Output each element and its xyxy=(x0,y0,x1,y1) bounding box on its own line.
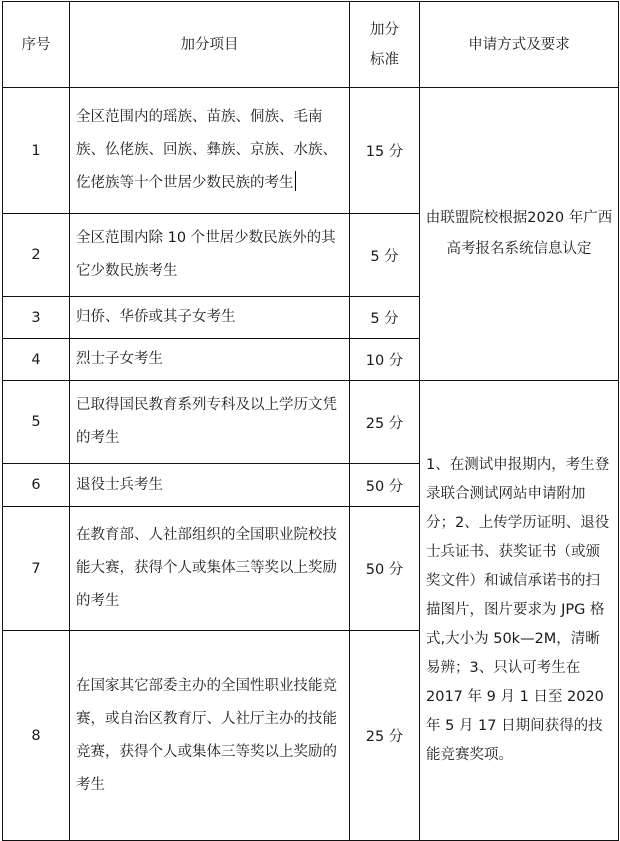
row-score: 25 分 xyxy=(350,631,420,841)
row-number: 1 xyxy=(3,88,70,214)
row-number: 6 xyxy=(3,464,70,507)
row-item: 全区范围内除 10 个世居少数民族外的其它少数民族考生 xyxy=(70,214,350,297)
row-score: 10 分 xyxy=(350,339,420,381)
bonus-points-table xyxy=(2,1,619,841)
row-number: 7 xyxy=(3,507,70,631)
row-score: 25 分 xyxy=(350,381,420,464)
row-score: 5 分 xyxy=(350,297,420,339)
row-item: 退役士兵考生 xyxy=(70,464,350,507)
row-item: 烈士子女考生 xyxy=(70,339,350,381)
requirement-group-1: 由联盟院校根据2020 年广西高考报名系统信息认定 xyxy=(420,88,619,381)
row-score: 5 分 xyxy=(350,214,420,297)
header-no: 序号 xyxy=(3,2,70,88)
table-row xyxy=(3,381,619,464)
header-score-line1: 加分 xyxy=(370,21,399,38)
row-score: 50 分 xyxy=(350,464,420,507)
row-number: 2 xyxy=(3,214,70,297)
header-score xyxy=(350,2,420,88)
row-score: 50 分 xyxy=(350,507,420,631)
row-score: 15 分 xyxy=(350,88,420,214)
header-score-line2: 标准 xyxy=(370,51,399,68)
row-item: 已取得国民教育系列专科及以上学历文凭的考生 xyxy=(70,381,350,464)
row-item xyxy=(70,88,350,214)
row-number: 5 xyxy=(3,381,70,464)
row-number: 8 xyxy=(3,631,70,841)
header-row xyxy=(3,2,619,88)
row-number: 3 xyxy=(3,297,70,339)
text-cursor xyxy=(295,171,296,191)
row-item: 在国家其它部委主办的全国性职业技能竞赛，或自治区教育厅、人社厅主办的技能竞赛，获得个人或集体三等奖以上奖励的考生 xyxy=(70,631,350,841)
table-row xyxy=(3,88,619,214)
requirement-group-2: 1、在测试申报期内，考生登录联合测试网站申请附加分；2、上传学历证明、退役士兵证书、获奖证书（或颁奖文件）和诚信承诺书的扫描图片，图片要求为 JPG 格式,大小为 50k—2M，清晰易辨；3、只认可考生在 2017 年 9 月 1 日至 2020 年 5 月 17 日期间获得的技能竞赛奖项。 xyxy=(420,381,619,841)
header-requirement: 申请方式及要求 xyxy=(420,2,619,88)
row-item: 归侨、华侨或其子女考生 xyxy=(70,297,350,339)
row-number: 4 xyxy=(3,339,70,381)
row-item-text: 全区范围内的瑶族、苗族、侗族、毛南族、仫佬族、回族、彝族、京族、水族、仡佬族等十个世居少数民族的考生 xyxy=(76,109,337,191)
header-item: 加分项目 xyxy=(70,2,350,88)
row-item: 在教育部、人社部组织的全国职业院校技能大赛，获得个人或集体三等奖以上奖励的考生 xyxy=(70,507,350,631)
